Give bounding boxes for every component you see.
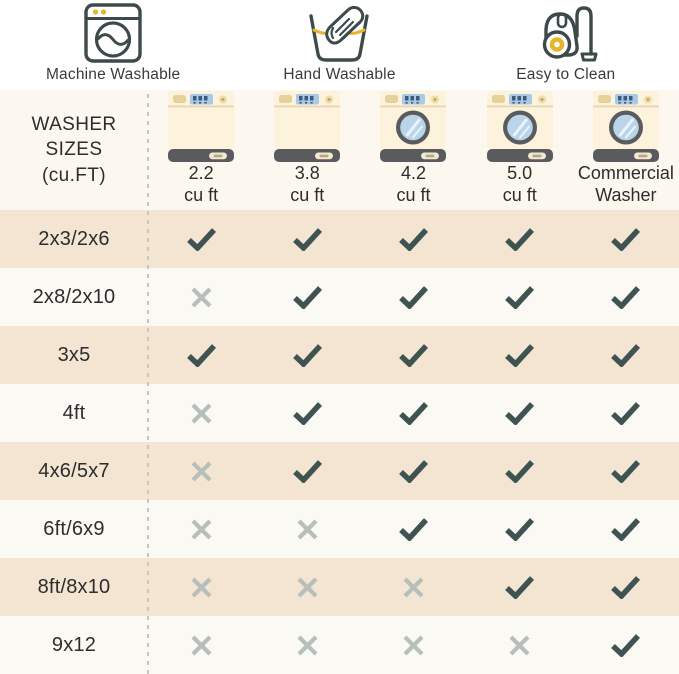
check-icon xyxy=(573,575,679,599)
check-icon xyxy=(360,459,466,483)
cross-icon xyxy=(360,576,466,599)
washer-icon xyxy=(482,91,558,163)
check-icon xyxy=(573,343,679,367)
washer-icon xyxy=(163,91,239,163)
row-size-label: 8ft/8x10 xyxy=(37,575,111,598)
cross-icon xyxy=(254,576,360,599)
check-icon xyxy=(254,285,360,309)
row-size-label: 2x8/2x10 xyxy=(32,285,116,308)
column-divider xyxy=(147,94,149,674)
corner-header xyxy=(0,90,148,210)
check-icon xyxy=(573,459,679,483)
row-size-label: 2x3/2x6 xyxy=(38,227,110,250)
row-size-label: 9x12 xyxy=(51,633,97,656)
check-icon xyxy=(573,227,679,251)
cross-icon xyxy=(148,286,254,309)
table-row xyxy=(0,500,679,558)
vacuum-cleaner-icon xyxy=(533,2,599,64)
washer-icon xyxy=(269,91,345,163)
check-icon xyxy=(360,285,466,309)
washer-size-unit: cu ft xyxy=(502,185,537,206)
check-icon xyxy=(573,401,679,425)
washer-column-header xyxy=(254,90,360,210)
row-size-label: 3x5 xyxy=(57,343,91,366)
washer-size-label: 3.8 xyxy=(294,163,320,184)
washer-size-unit: cu ft xyxy=(184,185,219,206)
cross-icon xyxy=(148,518,254,541)
cross-icon xyxy=(148,402,254,425)
check-icon xyxy=(467,459,573,483)
cross-icon xyxy=(148,576,254,599)
table-row xyxy=(0,384,679,442)
legend-label: Machine Washable xyxy=(45,66,181,83)
legend-item-hand-washable xyxy=(226,0,452,90)
check-icon xyxy=(573,633,679,657)
table-row xyxy=(0,210,679,268)
check-icon xyxy=(360,401,466,425)
washer-column-header xyxy=(148,90,254,210)
table-row xyxy=(0,442,679,500)
check-icon xyxy=(467,575,573,599)
check-icon xyxy=(573,517,679,541)
table-row xyxy=(0,558,679,616)
washer-column-header xyxy=(467,90,573,210)
legend-label: Hand Washable xyxy=(283,66,396,83)
row-size-label: 6ft/6x9 xyxy=(43,517,105,540)
legend-item-easy-to-clean xyxy=(453,0,679,90)
hand-wash-icon xyxy=(303,2,375,64)
corner-header-line: WASHER xyxy=(31,114,117,136)
washer-column-header xyxy=(573,90,679,210)
check-icon xyxy=(467,343,573,367)
check-icon xyxy=(467,401,573,425)
washer-size-unit: cu ft xyxy=(290,185,325,206)
check-icon xyxy=(573,285,679,309)
table-row xyxy=(0,616,679,674)
cross-icon xyxy=(254,634,360,657)
corner-header-line: (cu.FT) xyxy=(41,164,106,186)
check-icon xyxy=(254,227,360,251)
check-icon xyxy=(148,227,254,251)
table-row xyxy=(0,326,679,384)
washer-column-header xyxy=(360,90,466,210)
washer-size-table xyxy=(0,90,679,674)
cross-icon xyxy=(254,518,360,541)
legend-item-machine-washable xyxy=(0,0,226,90)
washer-size-label: 4.2 xyxy=(400,163,426,184)
washer-size-label: 2.2 xyxy=(188,163,214,184)
washer-icon xyxy=(588,91,664,163)
cross-icon xyxy=(360,634,466,657)
check-icon xyxy=(467,285,573,309)
row-size-label: 4ft xyxy=(62,401,86,424)
check-icon xyxy=(360,227,466,251)
check-icon xyxy=(148,343,254,367)
check-icon xyxy=(467,227,573,251)
washing-machine-icon xyxy=(83,2,143,64)
care-legend xyxy=(0,0,679,90)
table-row xyxy=(0,268,679,326)
cross-icon xyxy=(148,460,254,483)
table-header xyxy=(0,90,679,210)
check-icon xyxy=(360,517,466,541)
row-size-label: 4x6/5x7 xyxy=(38,459,110,482)
washer-icon xyxy=(375,91,451,163)
cross-icon xyxy=(148,634,254,657)
check-icon xyxy=(360,343,466,367)
washer-size-unit: Washer xyxy=(595,185,657,206)
table-body xyxy=(0,210,679,674)
washer-size-label: Commercial xyxy=(577,163,674,184)
check-icon xyxy=(467,517,573,541)
washer-size-unit: cu ft xyxy=(396,185,431,206)
check-icon xyxy=(254,401,360,425)
legend-label: Easy to Clean xyxy=(516,66,616,83)
check-icon xyxy=(254,343,360,367)
corner-header-line: SIZES xyxy=(45,139,103,161)
check-icon xyxy=(254,459,360,483)
cross-icon xyxy=(467,634,573,657)
washer-size-label: 5.0 xyxy=(507,163,533,184)
